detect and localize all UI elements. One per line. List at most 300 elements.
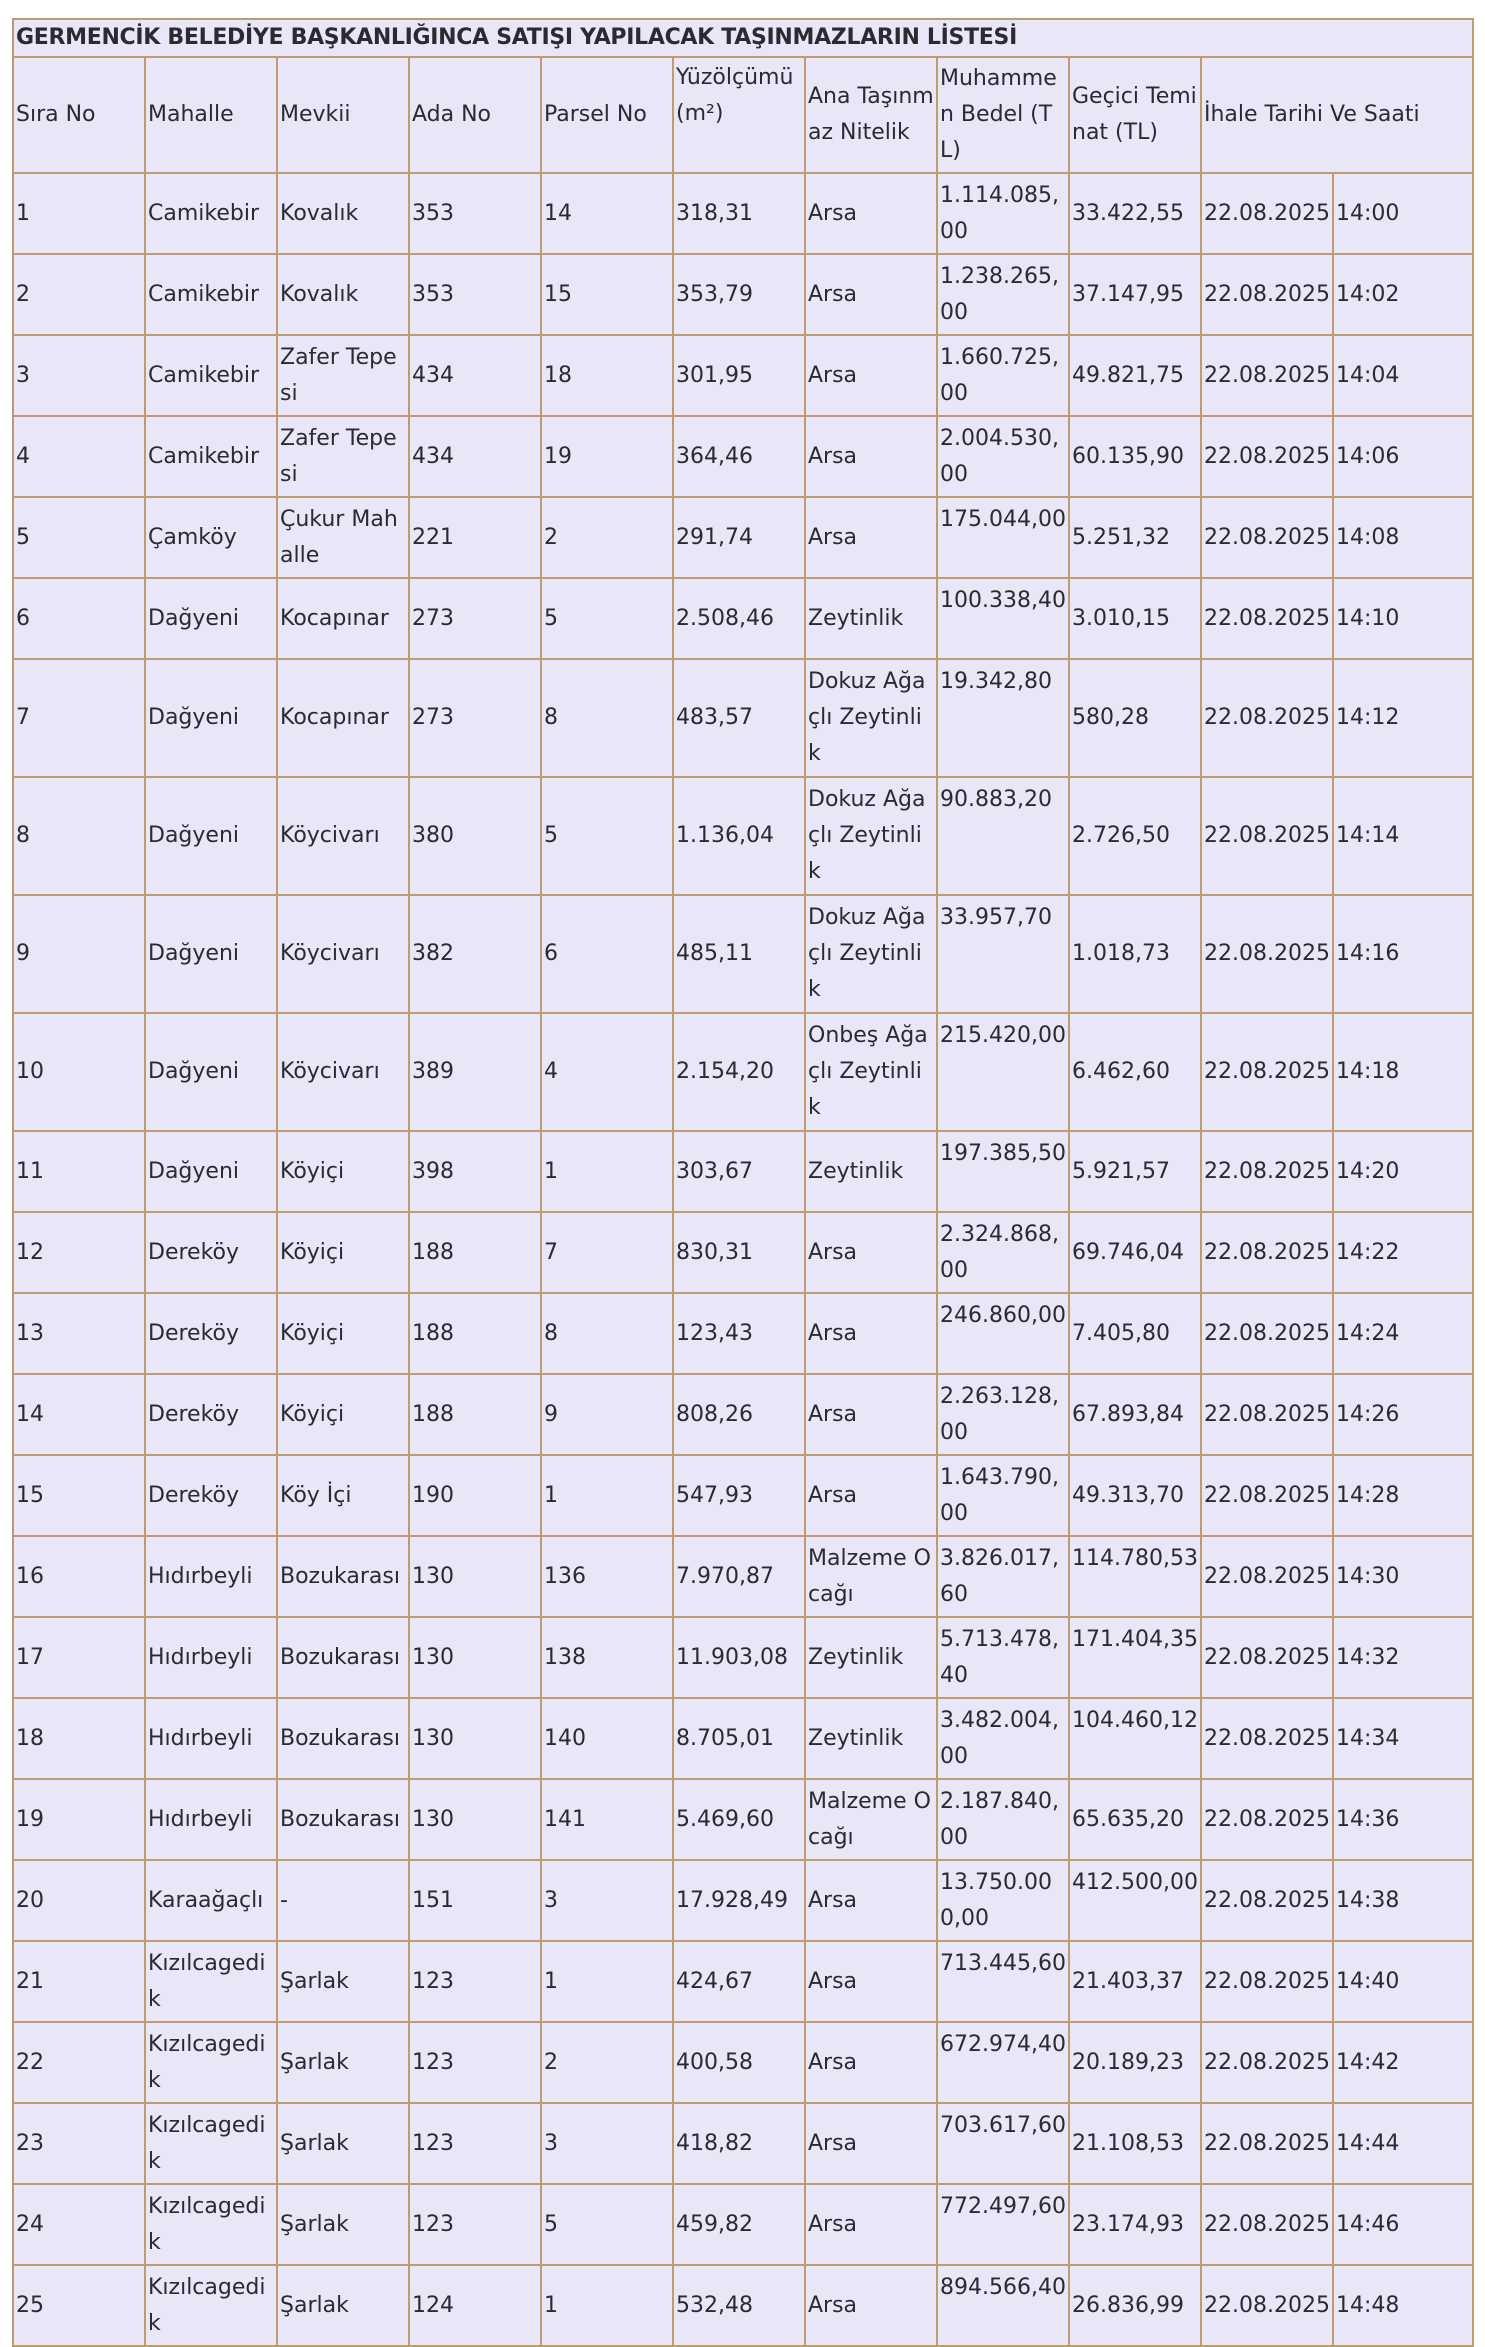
table-row	[13, 1013, 1473, 1131]
cell-sira: 24	[13, 2184, 145, 2265]
cell-saat: 14:48	[1333, 2265, 1473, 2346]
cell-mevkii: Köycivarı	[277, 895, 409, 1013]
cell-parsel: 3	[541, 1860, 673, 1941]
cell-parsel: 5	[541, 777, 673, 895]
cell-yuzolcumu: 547,93	[673, 1455, 805, 1536]
table-row	[13, 777, 1473, 895]
cell-ada: 188	[409, 1212, 541, 1293]
cell-yuzolcumu: 364,46	[673, 416, 805, 497]
cell-mahalle: Kızılcagedik	[145, 2103, 277, 2184]
cell-saat: 14:34	[1333, 1698, 1473, 1779]
cell-tarih: 22.08.2025	[1201, 2265, 1333, 2346]
cell-bedel: 197.385,50	[937, 1131, 1069, 1212]
cell-mevkii: Köy İçi	[277, 1455, 409, 1536]
cell-tarih: 22.08.2025	[1201, 1131, 1333, 1212]
table-row	[13, 1698, 1473, 1779]
cell-mahalle: Dağyeni	[145, 1131, 277, 1212]
table-row	[13, 2184, 1473, 2265]
cell-parsel: 5	[541, 2184, 673, 2265]
cell-yuzolcumu: 424,67	[673, 1941, 805, 2022]
cell-ada: 188	[409, 1374, 541, 1455]
cell-yuzolcumu: 2.508,46	[673, 578, 805, 659]
cell-mevkii: Şarlak	[277, 2022, 409, 2103]
cell-bedel: 2.324.868,00	[937, 1212, 1069, 1293]
table-row	[13, 173, 1473, 254]
cell-parsel: 1	[541, 1131, 673, 1212]
cell-teminat: 2.726,50	[1069, 777, 1201, 895]
cell-mahalle: Camikebir	[145, 254, 277, 335]
cell-mevkii: Zafer Tepesi	[277, 335, 409, 416]
cell-tarih: 22.08.2025	[1201, 659, 1333, 777]
cell-sira: 5	[13, 497, 145, 578]
cell-teminat: 67.893,84	[1069, 1374, 1201, 1455]
cell-teminat: 23.174,93	[1069, 2184, 1201, 2265]
cell-bedel: 703.617,60	[937, 2103, 1069, 2184]
cell-yuzolcumu: 291,74	[673, 497, 805, 578]
cell-sira: 11	[13, 1131, 145, 1212]
cell-parsel: 1	[541, 1941, 673, 2022]
cell-saat: 14:36	[1333, 1779, 1473, 1860]
cell-ada: 123	[409, 2103, 541, 2184]
cell-saat: 14:10	[1333, 578, 1473, 659]
table-row	[13, 335, 1473, 416]
cell-parsel: 18	[541, 335, 673, 416]
cell-tarih: 22.08.2025	[1201, 1212, 1333, 1293]
cell-sira: 9	[13, 895, 145, 1013]
cell-saat: 14:40	[1333, 1941, 1473, 2022]
cell-ada: 434	[409, 416, 541, 497]
cell-nitelik: Arsa	[805, 2103, 937, 2184]
cell-mevkii: Zafer Tepesi	[277, 416, 409, 497]
cell-saat: 14:16	[1333, 895, 1473, 1013]
cell-nitelik: Arsa	[805, 1860, 937, 1941]
cell-sira: 3	[13, 335, 145, 416]
cell-yuzolcumu: 808,26	[673, 1374, 805, 1455]
cell-yuzolcumu: 2.154,20	[673, 1013, 805, 1131]
cell-saat: 14:04	[1333, 335, 1473, 416]
cell-parsel: 19	[541, 416, 673, 497]
cell-tarih: 22.08.2025	[1201, 1941, 1333, 2022]
cell-teminat: 49.821,75	[1069, 335, 1201, 416]
property-list	[12, 18, 1472, 2347]
cell-mahalle: Dağyeni	[145, 895, 277, 1013]
cell-ada: 151	[409, 1860, 541, 1941]
table-row	[13, 416, 1473, 497]
cell-yuzolcumu: 353,79	[673, 254, 805, 335]
cell-parsel: 4	[541, 1013, 673, 1131]
cell-mahalle: Dağyeni	[145, 659, 277, 777]
cell-bedel: 3.826.017,60	[937, 1536, 1069, 1617]
cell-saat: 14:32	[1333, 1617, 1473, 1698]
cell-sira: 15	[13, 1455, 145, 1536]
cell-parsel: 1	[541, 1455, 673, 1536]
cell-tarih: 22.08.2025	[1201, 578, 1333, 659]
cell-teminat: 5.921,57	[1069, 1131, 1201, 1212]
cell-tarih: 22.08.2025	[1201, 2184, 1333, 2265]
cell-teminat: 5.251,32	[1069, 497, 1201, 578]
cell-sira: 1	[13, 173, 145, 254]
cell-sira: 6	[13, 578, 145, 659]
cell-parsel: 8	[541, 659, 673, 777]
table-row	[13, 497, 1473, 578]
cell-ada: 130	[409, 1779, 541, 1860]
cell-tarih: 22.08.2025	[1201, 254, 1333, 335]
cell-teminat: 104.460,12	[1069, 1698, 1201, 1779]
cell-sira: 21	[13, 1941, 145, 2022]
cell-tarih: 22.08.2025	[1201, 2103, 1333, 2184]
cell-saat: 14:26	[1333, 1374, 1473, 1455]
cell-mahalle: Dağyeni	[145, 777, 277, 895]
cell-mahalle: Karaağaçlı	[145, 1860, 277, 1941]
cell-bedel: 5.713.478,40	[937, 1617, 1069, 1698]
cell-mevkii: Köyiçi	[277, 1374, 409, 1455]
cell-saat: 14:20	[1333, 1131, 1473, 1212]
table-title: GERMENCİK BELEDİYE BAŞKANLIĞINCA SATIŞI YAPILACAK TAŞINMAZLARIN LİSTESİ	[13, 19, 1473, 57]
table-row	[13, 1779, 1473, 1860]
cell-mahalle: Dereköy	[145, 1293, 277, 1374]
cell-mahalle: Kızılcagedik	[145, 1941, 277, 2022]
cell-bedel: 33.957,70	[937, 895, 1069, 1013]
cell-parsel: 5	[541, 578, 673, 659]
cell-parsel: 140	[541, 1698, 673, 1779]
cell-mahalle: Hıdırbeyli	[145, 1617, 277, 1698]
col-parsel: Parsel No	[541, 57, 673, 173]
cell-mahalle: Hıdırbeyli	[145, 1536, 277, 1617]
cell-teminat: 114.780,53	[1069, 1536, 1201, 1617]
property-table	[12, 18, 1474, 2347]
col-sira: Sıra No	[13, 57, 145, 173]
table-row	[13, 1212, 1473, 1293]
cell-teminat: 580,28	[1069, 659, 1201, 777]
cell-mahalle: Hıdırbeyli	[145, 1698, 277, 1779]
cell-parsel: 9	[541, 1374, 673, 1455]
table-row	[13, 1536, 1473, 1617]
cell-tarih: 22.08.2025	[1201, 497, 1333, 578]
cell-yuzolcumu: 532,48	[673, 2265, 805, 2346]
cell-bedel: 2.263.128,00	[937, 1374, 1069, 1455]
table-body	[13, 173, 1473, 2346]
cell-bedel: 772.497,60	[937, 2184, 1069, 2265]
cell-sira: 23	[13, 2103, 145, 2184]
cell-yuzolcumu: 830,31	[673, 1212, 805, 1293]
cell-tarih: 22.08.2025	[1201, 777, 1333, 895]
table-row	[13, 1131, 1473, 1212]
col-mevkii: Mevkii	[277, 57, 409, 173]
cell-mahalle: Kızılcagedik	[145, 2184, 277, 2265]
cell-tarih: 22.08.2025	[1201, 1860, 1333, 1941]
cell-sira: 12	[13, 1212, 145, 1293]
cell-mevkii: Bozukarası	[277, 1698, 409, 1779]
cell-bedel: 100.338,40	[937, 578, 1069, 659]
cell-nitelik: Dokuz Ağaçlı Zeytinlik	[805, 659, 937, 777]
cell-ada: 398	[409, 1131, 541, 1212]
cell-yuzolcumu: 8.705,01	[673, 1698, 805, 1779]
cell-saat: 14:22	[1333, 1212, 1473, 1293]
cell-mevkii: Şarlak	[277, 2103, 409, 2184]
cell-bedel: 19.342,80	[937, 659, 1069, 777]
cell-ada: 124	[409, 2265, 541, 2346]
cell-teminat: 21.108,53	[1069, 2103, 1201, 2184]
cell-bedel: 1.643.790,00	[937, 1455, 1069, 1536]
cell-sira: 4	[13, 416, 145, 497]
cell-bedel: 894.566,40	[937, 2265, 1069, 2346]
cell-mahalle: Kızılcagedik	[145, 2022, 277, 2103]
cell-tarih: 22.08.2025	[1201, 1698, 1333, 1779]
cell-mevkii: Şarlak	[277, 1941, 409, 2022]
col-bedel: Muhammen Bedel (TL)	[937, 57, 1069, 173]
cell-mevkii: Bozukarası	[277, 1536, 409, 1617]
cell-tarih: 22.08.2025	[1201, 416, 1333, 497]
cell-ada: 221	[409, 497, 541, 578]
cell-nitelik: Dokuz Ağaçlı Zeytinlik	[805, 895, 937, 1013]
cell-bedel: 1.660.725,00	[937, 335, 1069, 416]
cell-tarih: 22.08.2025	[1201, 1013, 1333, 1131]
cell-nitelik: Arsa	[805, 1941, 937, 2022]
cell-saat: 14:12	[1333, 659, 1473, 777]
cell-yuzolcumu: 400,58	[673, 2022, 805, 2103]
cell-saat: 14:02	[1333, 254, 1473, 335]
cell-mevkii: Bozukarası	[277, 1617, 409, 1698]
cell-yuzolcumu: 301,95	[673, 335, 805, 416]
cell-parsel: 14	[541, 173, 673, 254]
cell-mahalle: Camikebir	[145, 173, 277, 254]
cell-nitelik: Arsa	[805, 497, 937, 578]
cell-mahalle: Dağyeni	[145, 578, 277, 659]
col-yuzolcumu: Yüzölçümü (m²)	[673, 57, 805, 173]
table-row	[13, 1617, 1473, 1698]
cell-parsel: 136	[541, 1536, 673, 1617]
cell-sira: 22	[13, 2022, 145, 2103]
cell-ada: 123	[409, 2184, 541, 2265]
cell-bedel: 672.974,40	[937, 2022, 1069, 2103]
cell-tarih: 22.08.2025	[1201, 895, 1333, 1013]
cell-yuzolcumu: 1.136,04	[673, 777, 805, 895]
cell-parsel: 141	[541, 1779, 673, 1860]
cell-nitelik: Arsa	[805, 254, 937, 335]
cell-saat: 14:00	[1333, 173, 1473, 254]
cell-saat: 14:28	[1333, 1455, 1473, 1536]
cell-parsel: 8	[541, 1293, 673, 1374]
cell-ada: 353	[409, 173, 541, 254]
cell-ada: 382	[409, 895, 541, 1013]
table-row	[13, 1455, 1473, 1536]
cell-nitelik: Arsa	[805, 173, 937, 254]
cell-teminat: 7.405,80	[1069, 1293, 1201, 1374]
cell-sira: 8	[13, 777, 145, 895]
cell-nitelik: Arsa	[805, 2265, 937, 2346]
cell-sira: 14	[13, 1374, 145, 1455]
col-teminat: Geçici Teminat (TL)	[1069, 57, 1201, 173]
cell-saat: 14:44	[1333, 2103, 1473, 2184]
cell-mahalle: Camikebir	[145, 335, 277, 416]
col-ada: Ada No	[409, 57, 541, 173]
cell-bedel: 2.004.530,00	[937, 416, 1069, 497]
cell-yuzolcumu: 418,82	[673, 2103, 805, 2184]
cell-sira: 2	[13, 254, 145, 335]
cell-nitelik: Malzeme Ocağı	[805, 1779, 937, 1860]
cell-ada: 130	[409, 1617, 541, 1698]
cell-nitelik: Onbeş Ağaçlı Zeytinlik	[805, 1013, 937, 1131]
table-row	[13, 2103, 1473, 2184]
cell-mevkii: Bozukarası	[277, 1779, 409, 1860]
table-row	[13, 254, 1473, 335]
cell-parsel: 1	[541, 2265, 673, 2346]
cell-saat: 14:30	[1333, 1536, 1473, 1617]
cell-sira: 20	[13, 1860, 145, 1941]
cell-sira: 17	[13, 1617, 145, 1698]
cell-teminat: 49.313,70	[1069, 1455, 1201, 1536]
table-row	[13, 1293, 1473, 1374]
cell-parsel: 6	[541, 895, 673, 1013]
table-row	[13, 2265, 1473, 2346]
cell-sira: 16	[13, 1536, 145, 1617]
table-row	[13, 895, 1473, 1013]
cell-mevkii: Kocapınar	[277, 578, 409, 659]
cell-saat: 14:06	[1333, 416, 1473, 497]
cell-saat: 14:42	[1333, 2022, 1473, 2103]
cell-mahalle: Dereköy	[145, 1455, 277, 1536]
cell-nitelik: Zeytinlik	[805, 1131, 937, 1212]
col-ihale: İhale Tarihi Ve Saati	[1201, 57, 1473, 173]
cell-yuzolcumu: 5.469,60	[673, 1779, 805, 1860]
cell-mevkii: -	[277, 1860, 409, 1941]
cell-sira: 18	[13, 1698, 145, 1779]
cell-saat: 14:18	[1333, 1013, 1473, 1131]
table-row	[13, 578, 1473, 659]
cell-parsel: 138	[541, 1617, 673, 1698]
cell-sira: 10	[13, 1013, 145, 1131]
cell-tarih: 22.08.2025	[1201, 1779, 1333, 1860]
cell-saat: 14:46	[1333, 2184, 1473, 2265]
cell-yuzolcumu: 303,67	[673, 1131, 805, 1212]
cell-mevkii: Kocapınar	[277, 659, 409, 777]
cell-tarih: 22.08.2025	[1201, 2022, 1333, 2103]
cell-teminat: 33.422,55	[1069, 173, 1201, 254]
cell-nitelik: Arsa	[805, 1212, 937, 1293]
cell-teminat: 69.746,04	[1069, 1212, 1201, 1293]
cell-ada: 434	[409, 335, 541, 416]
cell-mahalle: Kızılcagedik	[145, 2265, 277, 2346]
cell-bedel: 90.883,20	[937, 777, 1069, 895]
cell-parsel: 7	[541, 1212, 673, 1293]
table-row	[13, 1374, 1473, 1455]
cell-nitelik: Arsa	[805, 2022, 937, 2103]
cell-mahalle: Çamköy	[145, 497, 277, 578]
cell-saat: 14:14	[1333, 777, 1473, 895]
cell-mevkii: Kovalık	[277, 254, 409, 335]
cell-parsel: 15	[541, 254, 673, 335]
cell-yuzolcumu: 7.970,87	[673, 1536, 805, 1617]
cell-parsel: 2	[541, 497, 673, 578]
cell-teminat: 37.147,95	[1069, 254, 1201, 335]
cell-nitelik: Arsa	[805, 416, 937, 497]
cell-bedel: 215.420,00	[937, 1013, 1069, 1131]
cell-ada: 353	[409, 254, 541, 335]
cell-nitelik: Arsa	[805, 1455, 937, 1536]
cell-bedel: 713.445,60	[937, 1941, 1069, 2022]
cell-mevkii: Şarlak	[277, 2184, 409, 2265]
cell-nitelik: Zeytinlik	[805, 1698, 937, 1779]
cell-nitelik: Dokuz Ağaçlı Zeytinlik	[805, 777, 937, 895]
table-row	[13, 1941, 1473, 2022]
cell-sira: 19	[13, 1779, 145, 1860]
cell-yuzolcumu: 318,31	[673, 173, 805, 254]
cell-bedel: 2.187.840,00	[937, 1779, 1069, 1860]
cell-mahalle: Dereköy	[145, 1212, 277, 1293]
cell-bedel: 1.114.085,00	[937, 173, 1069, 254]
cell-teminat: 3.010,15	[1069, 578, 1201, 659]
cell-saat: 14:38	[1333, 1860, 1473, 1941]
cell-ada: 123	[409, 2022, 541, 2103]
cell-nitelik: Arsa	[805, 1293, 937, 1374]
col-nitelik: Ana Taşınmaz Nitelik	[805, 57, 937, 173]
cell-nitelik: Zeytinlik	[805, 578, 937, 659]
cell-bedel: 246.860,00	[937, 1293, 1069, 1374]
cell-mahalle: Dereköy	[145, 1374, 277, 1455]
cell-yuzolcumu: 485,11	[673, 895, 805, 1013]
cell-yuzolcumu: 483,57	[673, 659, 805, 777]
cell-mevkii: Köycivarı	[277, 777, 409, 895]
cell-mahalle: Camikebir	[145, 416, 277, 497]
table-row	[13, 659, 1473, 777]
cell-bedel: 13.750.000,00	[937, 1860, 1069, 1941]
cell-tarih: 22.08.2025	[1201, 335, 1333, 416]
cell-tarih: 22.08.2025	[1201, 173, 1333, 254]
cell-parsel: 3	[541, 2103, 673, 2184]
cell-saat: 14:08	[1333, 497, 1473, 578]
cell-sira: 25	[13, 2265, 145, 2346]
cell-yuzolcumu: 123,43	[673, 1293, 805, 1374]
cell-ada: 273	[409, 578, 541, 659]
cell-mevkii: Köyiçi	[277, 1212, 409, 1293]
cell-mevkii: Şarlak	[277, 2265, 409, 2346]
cell-nitelik: Arsa	[805, 1374, 937, 1455]
cell-tarih: 22.08.2025	[1201, 1536, 1333, 1617]
cell-nitelik: Malzeme Ocağı	[805, 1536, 937, 1617]
table-row	[13, 1860, 1473, 1941]
cell-ada: 389	[409, 1013, 541, 1131]
cell-tarih: 22.08.2025	[1201, 1293, 1333, 1374]
cell-ada: 130	[409, 1698, 541, 1779]
cell-mevkii: Köyiçi	[277, 1293, 409, 1374]
cell-sira: 7	[13, 659, 145, 777]
cell-ada: 380	[409, 777, 541, 895]
cell-mevkii: Köyiçi	[277, 1131, 409, 1212]
cell-sira: 13	[13, 1293, 145, 1374]
cell-teminat: 21.403,37	[1069, 1941, 1201, 2022]
cell-yuzolcumu: 459,82	[673, 2184, 805, 2265]
table-row	[13, 2022, 1473, 2103]
cell-mahalle: Hıdırbeyli	[145, 1779, 277, 1860]
cell-mevkii: Köycivarı	[277, 1013, 409, 1131]
cell-mevkii: Kovalık	[277, 173, 409, 254]
cell-teminat: 26.836,99	[1069, 2265, 1201, 2346]
cell-mahalle: Dağyeni	[145, 1013, 277, 1131]
cell-teminat: 1.018,73	[1069, 895, 1201, 1013]
cell-teminat: 65.635,20	[1069, 1779, 1201, 1860]
cell-yuzolcumu: 17.928,49	[673, 1860, 805, 1941]
cell-teminat: 60.135,90	[1069, 416, 1201, 497]
cell-nitelik: Arsa	[805, 2184, 937, 2265]
cell-nitelik: Arsa	[805, 335, 937, 416]
cell-ada: 123	[409, 1941, 541, 2022]
cell-nitelik: Zeytinlik	[805, 1617, 937, 1698]
cell-bedel: 1.238.265,00	[937, 254, 1069, 335]
cell-teminat: 412.500,00	[1069, 1860, 1201, 1941]
cell-bedel: 3.482.004,00	[937, 1698, 1069, 1779]
cell-mevkii: Çukur Mahalle	[277, 497, 409, 578]
cell-tarih: 22.08.2025	[1201, 1374, 1333, 1455]
